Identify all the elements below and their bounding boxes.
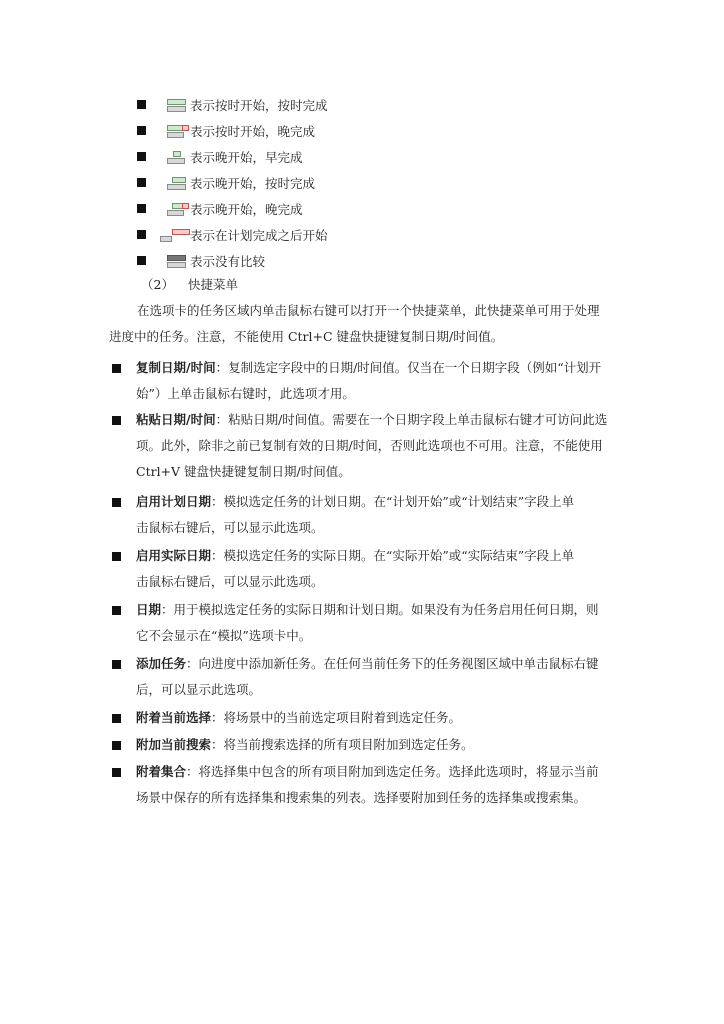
bullet-square-icon <box>112 768 121 777</box>
legend-text: 表示晚开始，按时完成 <box>190 176 316 191</box>
bullet-square-icon <box>112 552 121 561</box>
item-text: 后，可以显示此选项。 <box>136 682 262 697</box>
bullet-square-icon <box>112 741 121 750</box>
bullet-square-icon <box>112 660 121 669</box>
bullet-square-icon <box>112 364 121 373</box>
legend-item <box>0 172 724 194</box>
legend-text: 表示按时开始，按时完成 <box>190 98 328 113</box>
legend-item <box>0 250 724 272</box>
item-term: 附着集合 <box>136 764 187 779</box>
list-item <box>112 759 622 811</box>
item-text: ：用于模拟选定任务的实际日期和计划日期。如果没有为任务启用任何日期，则 <box>161 602 599 617</box>
item-term: 添加任务 <box>136 656 187 671</box>
list-item <box>112 407 622 485</box>
bullet-square-icon <box>137 204 146 213</box>
bullet-square-icon <box>112 416 121 425</box>
item-text: 始”）上单击鼠标右键时，此选项才用。 <box>136 386 355 401</box>
bullet-square-icon <box>137 126 146 135</box>
intro-line: 在选项卡的任务区域内单击鼠标右键可以打开一个快捷菜单，此快捷菜单可用于处理 <box>137 303 600 318</box>
late-start-early-finish-icon <box>167 149 187 165</box>
item-term: 日期 <box>136 602 162 617</box>
late-start-on-time-finish-icon <box>167 175 187 191</box>
legend-text: 表示没有比较 <box>190 254 266 269</box>
list-item <box>112 705 622 731</box>
item-text: ：将当前搜索选择的所有项目附加到选定任务。 <box>211 737 474 752</box>
item-term: 粘贴日期/时间 <box>136 412 216 427</box>
item-text: 场景中保存的所有选择集和搜索集的列表。选择要附加到任务的选择集或搜索集。 <box>136 790 587 805</box>
item-term: 启用计划日期 <box>136 494 212 509</box>
item-text: ：模拟选定任务的实际日期。在“实际开始”或“实际结束”字段上单 <box>211 548 575 563</box>
item-term: 启用实际日期 <box>136 548 212 563</box>
list-item <box>112 732 622 758</box>
bullet-square-icon <box>112 606 121 615</box>
item-term: 复制日期/时间 <box>136 360 216 375</box>
item-text: 项。此外，除非之前已复制有效的日期/时间，否则此选项也不可用。注意，不能使用 <box>136 438 603 453</box>
bullet-square-icon <box>137 256 146 265</box>
item-text: 它不会显示在“模拟”选项卡中。 <box>136 628 312 643</box>
bullet-square-icon <box>137 100 146 109</box>
intro-paragraph <box>109 298 617 350</box>
bullet-square-icon <box>137 152 146 161</box>
intro-line: 进度中的任务。注意，不能使用 Ctrl+C 键盘快捷键复制日期/时间值。 <box>109 329 504 344</box>
item-text: ：向进度中添加新任务。在任何当前任务下的任务视图区域中单击鼠标右键 <box>186 656 599 671</box>
bullet-square-icon <box>137 178 146 187</box>
section-heading <box>141 275 252 293</box>
item-text: ：粘贴日期/时间值。需要在一个日期字段上单击鼠标右键才可访问此选 <box>215 412 608 427</box>
on-time-start-on-time-finish-icon <box>167 97 187 113</box>
legend-text: 表示按时开始，晚完成 <box>190 124 316 139</box>
legend-item <box>0 198 724 220</box>
list-item <box>112 543 622 595</box>
item-text: 击鼠标右键后，可以显示此选项。 <box>136 574 324 589</box>
section-number: （2） <box>141 277 174 292</box>
legend-item <box>0 146 724 168</box>
list-item <box>112 597 622 649</box>
legend-text: 表示在计划完成之后开始 <box>190 228 328 243</box>
legend-item <box>0 120 724 142</box>
item-text: ：将选择集中包含的所有项目附加到选定任务。选择此选项时，将显示当前 <box>186 764 599 779</box>
late-start-late-finish-icon <box>167 201 189 217</box>
item-text: 击鼠标右键后，可以显示此选项。 <box>136 520 324 535</box>
list-item <box>112 355 622 407</box>
item-text: Ctrl+V 键盘快捷键复制日期/时间值。 <box>136 464 351 479</box>
item-text: ：将场景中的当前选定项目附着到选定任务。 <box>211 710 462 725</box>
legend-text: 表示晚开始，晚完成 <box>190 202 303 217</box>
bullet-square-icon <box>112 498 121 507</box>
legend-text: 表示晚开始，早完成 <box>190 150 303 165</box>
list-item <box>112 651 622 703</box>
bullet-square-icon <box>112 714 121 723</box>
item-text: ：复制选定字段中的日期/时间值。仅当在一个日期字段（例如“计划开 <box>215 360 602 375</box>
bullet-square-icon <box>137 230 146 239</box>
start-after-planned-finish-icon <box>160 227 190 243</box>
item-term: 附着当前选择 <box>136 710 212 725</box>
list-item <box>112 489 622 541</box>
section-title: 快捷菜单 <box>187 277 238 292</box>
no-comparison-icon <box>167 253 187 269</box>
item-text: ：模拟选定任务的计划日期。在“计划开始”或“计划结束”字段上单 <box>211 494 575 509</box>
item-term: 附加当前搜索 <box>136 737 212 752</box>
on-time-start-late-finish-icon <box>167 123 189 139</box>
legend-item <box>0 224 724 246</box>
legend-item <box>0 94 724 116</box>
